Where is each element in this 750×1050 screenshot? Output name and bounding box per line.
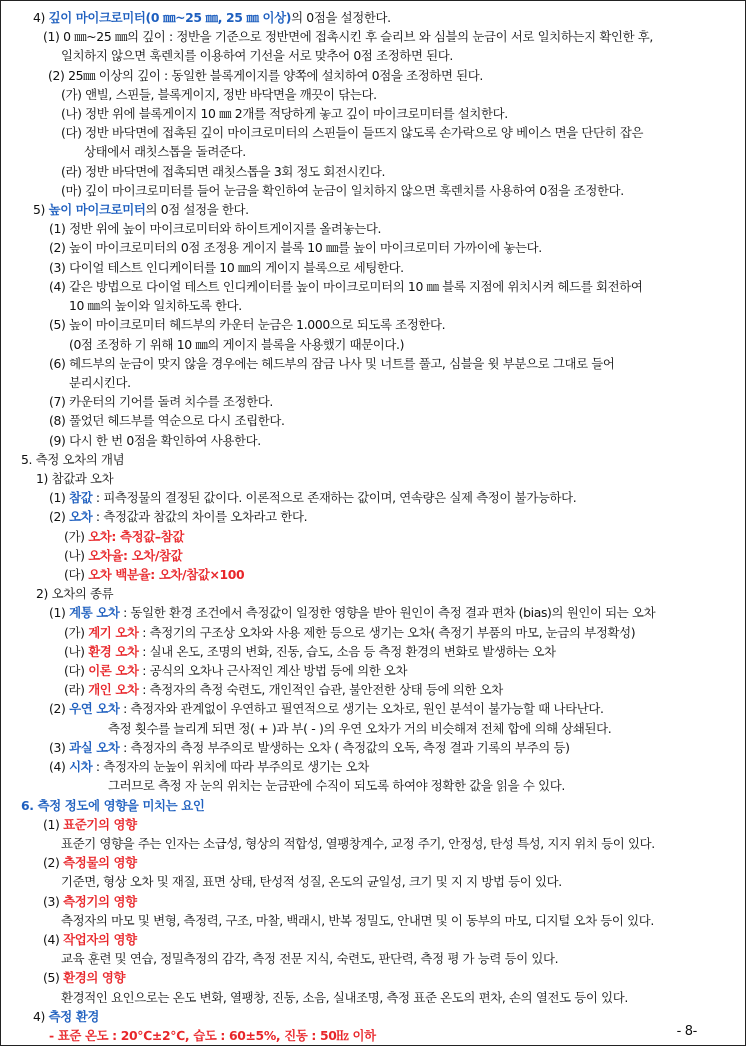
body-text: 4) (33, 10, 49, 25)
heading-text: 계통 오차 (69, 605, 120, 620)
text-line (33, 10, 391, 25)
body-text: 환경적인 요인으로는 온도 변화, 열팽창, 진동, 소음, 실내조명, 측정 표준 온도의 편차, 손의 열전도 등이 있다. (61, 990, 628, 1005)
text-line (64, 682, 503, 697)
body-text: (8) 풀었던 헤드부를 역순으로 다시 조립한다. (49, 413, 285, 428)
text-line (43, 855, 137, 870)
body-text: : 실내 온도, 조명의 변화, 진동, 습도, 소음 등 측정 환경의 변화로 발생하는 오차 (138, 644, 556, 659)
body-text: (1) (49, 490, 70, 505)
body-text: 교육 훈련 및 연습, 정밀측정의 감각, 측정 전문 지식, 숙련도, 판단력, 측정 평 가 능력 등이 있다. (61, 951, 559, 966)
text-line (49, 394, 273, 409)
emphasis-text: 오차 백분율: 오차/참값×100 (88, 567, 245, 582)
text-line (108, 778, 565, 793)
text-line (64, 644, 556, 659)
emphasis-text: 이론 오차 (88, 663, 139, 678)
text-line (61, 951, 558, 966)
text-line (43, 932, 137, 947)
body-text: 5. 측정 오차의 개념 (21, 452, 125, 467)
body-text: 2) 오차의 종류 (36, 586, 114, 601)
text-line (36, 586, 113, 601)
emphasis-text: 오차: 측정값–참값 (88, 529, 184, 544)
body-text: (6) 헤드부의 눈금이 맞지 않을 경우에는 헤드부의 잠금 나사 및 너트를 풀고, 심블을 윗 부분으로 그대로 들어 (49, 356, 615, 371)
emphasis-text: 오차율: 오차/참값 (88, 548, 183, 563)
text-line (49, 701, 604, 716)
text-line (61, 106, 508, 121)
text-line (61, 48, 453, 63)
text-line (61, 990, 628, 1005)
body-text: (0점 조정하 기 위해 10 ㎜의 게이지 블록을 사용했기 때문이다.) (69, 337, 405, 352)
text-line (49, 605, 655, 620)
body-text: 그러므로 측정 자 눈의 위치는 눈금판에 수직이 되도록 하여야 정확한 값을 읽을 수 있다. (108, 778, 565, 793)
text-line (49, 740, 570, 755)
body-text: (5) (43, 970, 64, 985)
body-text: : 측정자와 관계없이 우연하고 필연적으로 생기는 오차로, 원인 분석이 불가능할 때 나타난다. (119, 701, 604, 716)
heading-text: 우연 오차 (69, 701, 120, 716)
body-text: 표준기 영향을 주는 인자는 소급성, 형상의 적합성, 열팽창계수, 교정 주기, 안정성, 탄성 특성, 지지 위치 등이 있다. (61, 836, 655, 851)
text-line (64, 625, 635, 640)
text-line (49, 317, 445, 332)
text-line (61, 836, 655, 851)
heading-text: 참값 (69, 490, 93, 505)
heading-text: 오차 (69, 509, 93, 524)
body-text: : 동일한 환경 조건에서 측정값이 일정한 영향을 받아 원인이 측정 결과 편차 (bias)의 원인이 되는 오차 (119, 605, 656, 620)
text-line (48, 68, 483, 83)
page-number: - 8- (676, 1024, 697, 1039)
body-text: (1) (43, 817, 64, 832)
text-line (49, 490, 576, 505)
body-text: : 공식의 오차나 근사적인 계산 방법 등에 의한 오차 (138, 663, 408, 678)
body-text: (다) 정반 바닥면에 접촉된 깊이 마이크로미터의 스핀들이 들뜨지 않도록 손가락으로 양 베이스 면을 단단히 잡은 (61, 125, 644, 140)
body-text: (3) (43, 894, 64, 909)
body-text: (5) 높이 마이크로미터 헤드부의 카운터 눈금은 1.000으로 되도록 조정한다. (49, 317, 446, 332)
text-line (69, 375, 131, 390)
body-text: 분리시킨다. (69, 375, 131, 390)
body-text: : 측정자의 측정 부주의로 발생하는 오차 ( 측정값의 오독, 측정 결과 기록의 부주의 등) (119, 740, 570, 755)
text-line (36, 471, 113, 486)
body-text: : 피측정물의 결정된 값이다. 이론적으로 존재하는 값이며, 연속량은 실제 측정이 불가능하다. (92, 490, 577, 505)
body-text: (다) (64, 663, 89, 678)
text-line (64, 567, 244, 582)
body-text: 4) (33, 1009, 49, 1024)
heading-text: 측정 환경 (48, 1009, 100, 1024)
text-line (61, 164, 385, 179)
body-text: 기준면, 형상 오차 및 재질, 표면 상태, 탄성적 성질, 온도의 균일성, 크기 및 지 지 방법 등이 있다. (61, 874, 562, 889)
text-line (64, 548, 182, 563)
emphasis-text: 개인 오차 (88, 682, 139, 697)
text-line (69, 337, 404, 352)
body-text: (2) (49, 701, 70, 716)
text-line (61, 913, 654, 928)
emphasis-text: 측정물의 영향 (63, 855, 137, 870)
text-line (61, 874, 562, 889)
text-line (49, 759, 369, 774)
emphasis-text: 환경의 영향 (63, 970, 126, 985)
body-text: (다) (64, 567, 89, 582)
body-text: (1) 0 ㎜~25 ㎜의 깊이 : 정반을 기준으로 정반면에 접촉시킨 후 슬리브 와 심블의 눈금이 서로 일치하는지 확인한 후, (43, 29, 653, 44)
body-text: 측정자의 마모 및 변형, 측정력, 구조, 마찰, 백래시, 반복 정밀도, 안내면 및 이 동부의 마모, 디지털 오차 등이 있다. (61, 913, 654, 928)
text-line (64, 529, 184, 544)
body-text: (7) 카운터의 기어를 돌려 치수를 조정한다. (49, 394, 273, 409)
body-text: (9) 다시 한 번 0점을 확인하여 사용한다. (49, 433, 261, 448)
text-line (49, 433, 261, 448)
body-text: (나) (64, 548, 89, 563)
body-text: (4) (49, 759, 70, 774)
text-line (64, 663, 407, 678)
emphasis-text: 작업자의 영향 (63, 932, 137, 947)
heading-text: 과실 오차 (69, 740, 120, 755)
text-line (108, 721, 611, 736)
text-line (43, 29, 653, 44)
text-line (49, 509, 307, 524)
text-line (49, 413, 285, 428)
text-line (84, 144, 246, 159)
text-line (49, 356, 615, 371)
body-text: (나) (64, 644, 89, 659)
body-text: : 측정값과 참값의 차이를 오차라고 한다. (92, 509, 308, 524)
body-text: (3) 다이얼 테스트 인디케이터를 10 ㎜의 게이지 블록으로 세팅한다. (49, 260, 404, 275)
text-line (69, 298, 242, 313)
text-line (33, 202, 249, 217)
text-line (49, 260, 404, 275)
text-line (43, 970, 125, 985)
emphasis-text: 환경 오차 (88, 644, 139, 659)
body-text: 5) (33, 202, 49, 217)
body-text: : 측정자의 측정 숙련도, 개인적인 습관, 불안전한 상태 등에 의한 오차 (138, 682, 503, 697)
body-text: (라) 정반 바닥면에 접촉되면 래칫스톱을 3회 정도 회전시킨다. (61, 164, 386, 179)
body-text: 상태에서 래칫스톱을 돌려준다. (84, 144, 246, 159)
text-line (49, 221, 381, 236)
emphasis-text: 계기 오차 (88, 625, 139, 640)
body-text: 10 ㎜의 높이와 일치하도록 한다. (69, 298, 242, 313)
body-text: (3) (49, 740, 70, 755)
text-line (33, 1009, 99, 1024)
emphasis-text: - 표준 온도 : 20℃±2℃, 습도 : 60±5%, 진동 : 50㎐ 이하 (49, 1028, 376, 1043)
body-text: : 측정기의 구조상 오차와 사용 제한 등으로 생기는 오차( 측정기 부품의 마모, 눈금의 부정확성) (138, 625, 636, 640)
body-text: (2) 높이 마이크로미터의 0점 조정용 게이지 블록 10 ㎜를 높이 마이크로미터 가까이에 놓는다. (49, 240, 542, 255)
body-text: (가) (64, 625, 89, 640)
text-line (43, 817, 137, 832)
heading-text: 6. 측정 정도에 영향을 미치는 요인 (21, 798, 205, 813)
body-text: (나) 정반 위에 블록게이지 10 ㎜ 2개를 적당하게 놓고 깊이 마이크로미터를 설치한다. (61, 106, 508, 121)
text-line (49, 240, 542, 255)
body-text: 1) 참값과 오차 (36, 471, 114, 486)
body-text: (마) 깊이 마이크로미터를 들어 눈금을 확인하여 눈금이 일치하지 않으면 훅렌치를 사용하여 0점을 조정한다. (61, 183, 624, 198)
text-line (61, 183, 624, 198)
heading-text: 깊이 마이크로미터(0 ㎜~25 ㎜, 25 ㎜ 이상) (48, 10, 292, 25)
emphasis-text: 측정기의 영향 (63, 894, 137, 909)
body-text: (4) 같은 방법으로 다이얼 테스트 인디케이터를 높이 마이크로미터의 10 ㎜ 블록 지점에 위치시켜 헤드를 회전하여 (49, 279, 643, 294)
body-text: 일치하지 않으면 훅렌치를 이용하여 기선을 서로 맞추어 0점 조정하면 된다. (61, 48, 453, 63)
text-line (61, 87, 377, 102)
text-line (43, 894, 137, 909)
body-text: (2) (49, 509, 70, 524)
body-text: (가) (64, 529, 89, 544)
text-line (21, 452, 124, 467)
body-text: (1) 정반 위에 높이 마이크로미터와 하이트게이지를 올려놓는다. (49, 221, 382, 236)
text-line (49, 1028, 376, 1043)
text-line (21, 798, 205, 813)
emphasis-text: 표준기의 영향 (63, 817, 137, 832)
body-text: (라) (64, 682, 89, 697)
text-line (49, 279, 642, 294)
body-text: 의 0점 설정을 한다. (145, 202, 249, 217)
body-text: (4) (43, 932, 64, 947)
body-text: (2) (43, 855, 64, 870)
body-text: 측정 횟수를 늘리게 되면 정( + )과 부( - )의 우연 오차가 거의 비슷해져 전체 합에 의해 상쇄된다. (108, 721, 612, 736)
text-line (61, 125, 643, 140)
heading-text: 시차 (69, 759, 93, 774)
body-text: (가) 앤빌, 스핀들, 블록게이지, 정반 바닥면을 깨끗이 닦는다. (61, 87, 377, 102)
body-text: : 측정자의 눈높이 위치에 따라 부주의로 생기는 오차 (92, 759, 369, 774)
body-text: 의 0점을 설정한다. (291, 10, 391, 25)
heading-text: 높이 마이크로미터 (48, 202, 146, 217)
body-text: (1) (49, 605, 70, 620)
body-text: (2) 25㎜ 이상의 깊이 : 동일한 블록게이지를 양쪽에 설치하여 0점을 조정하면 된다. (48, 68, 483, 83)
